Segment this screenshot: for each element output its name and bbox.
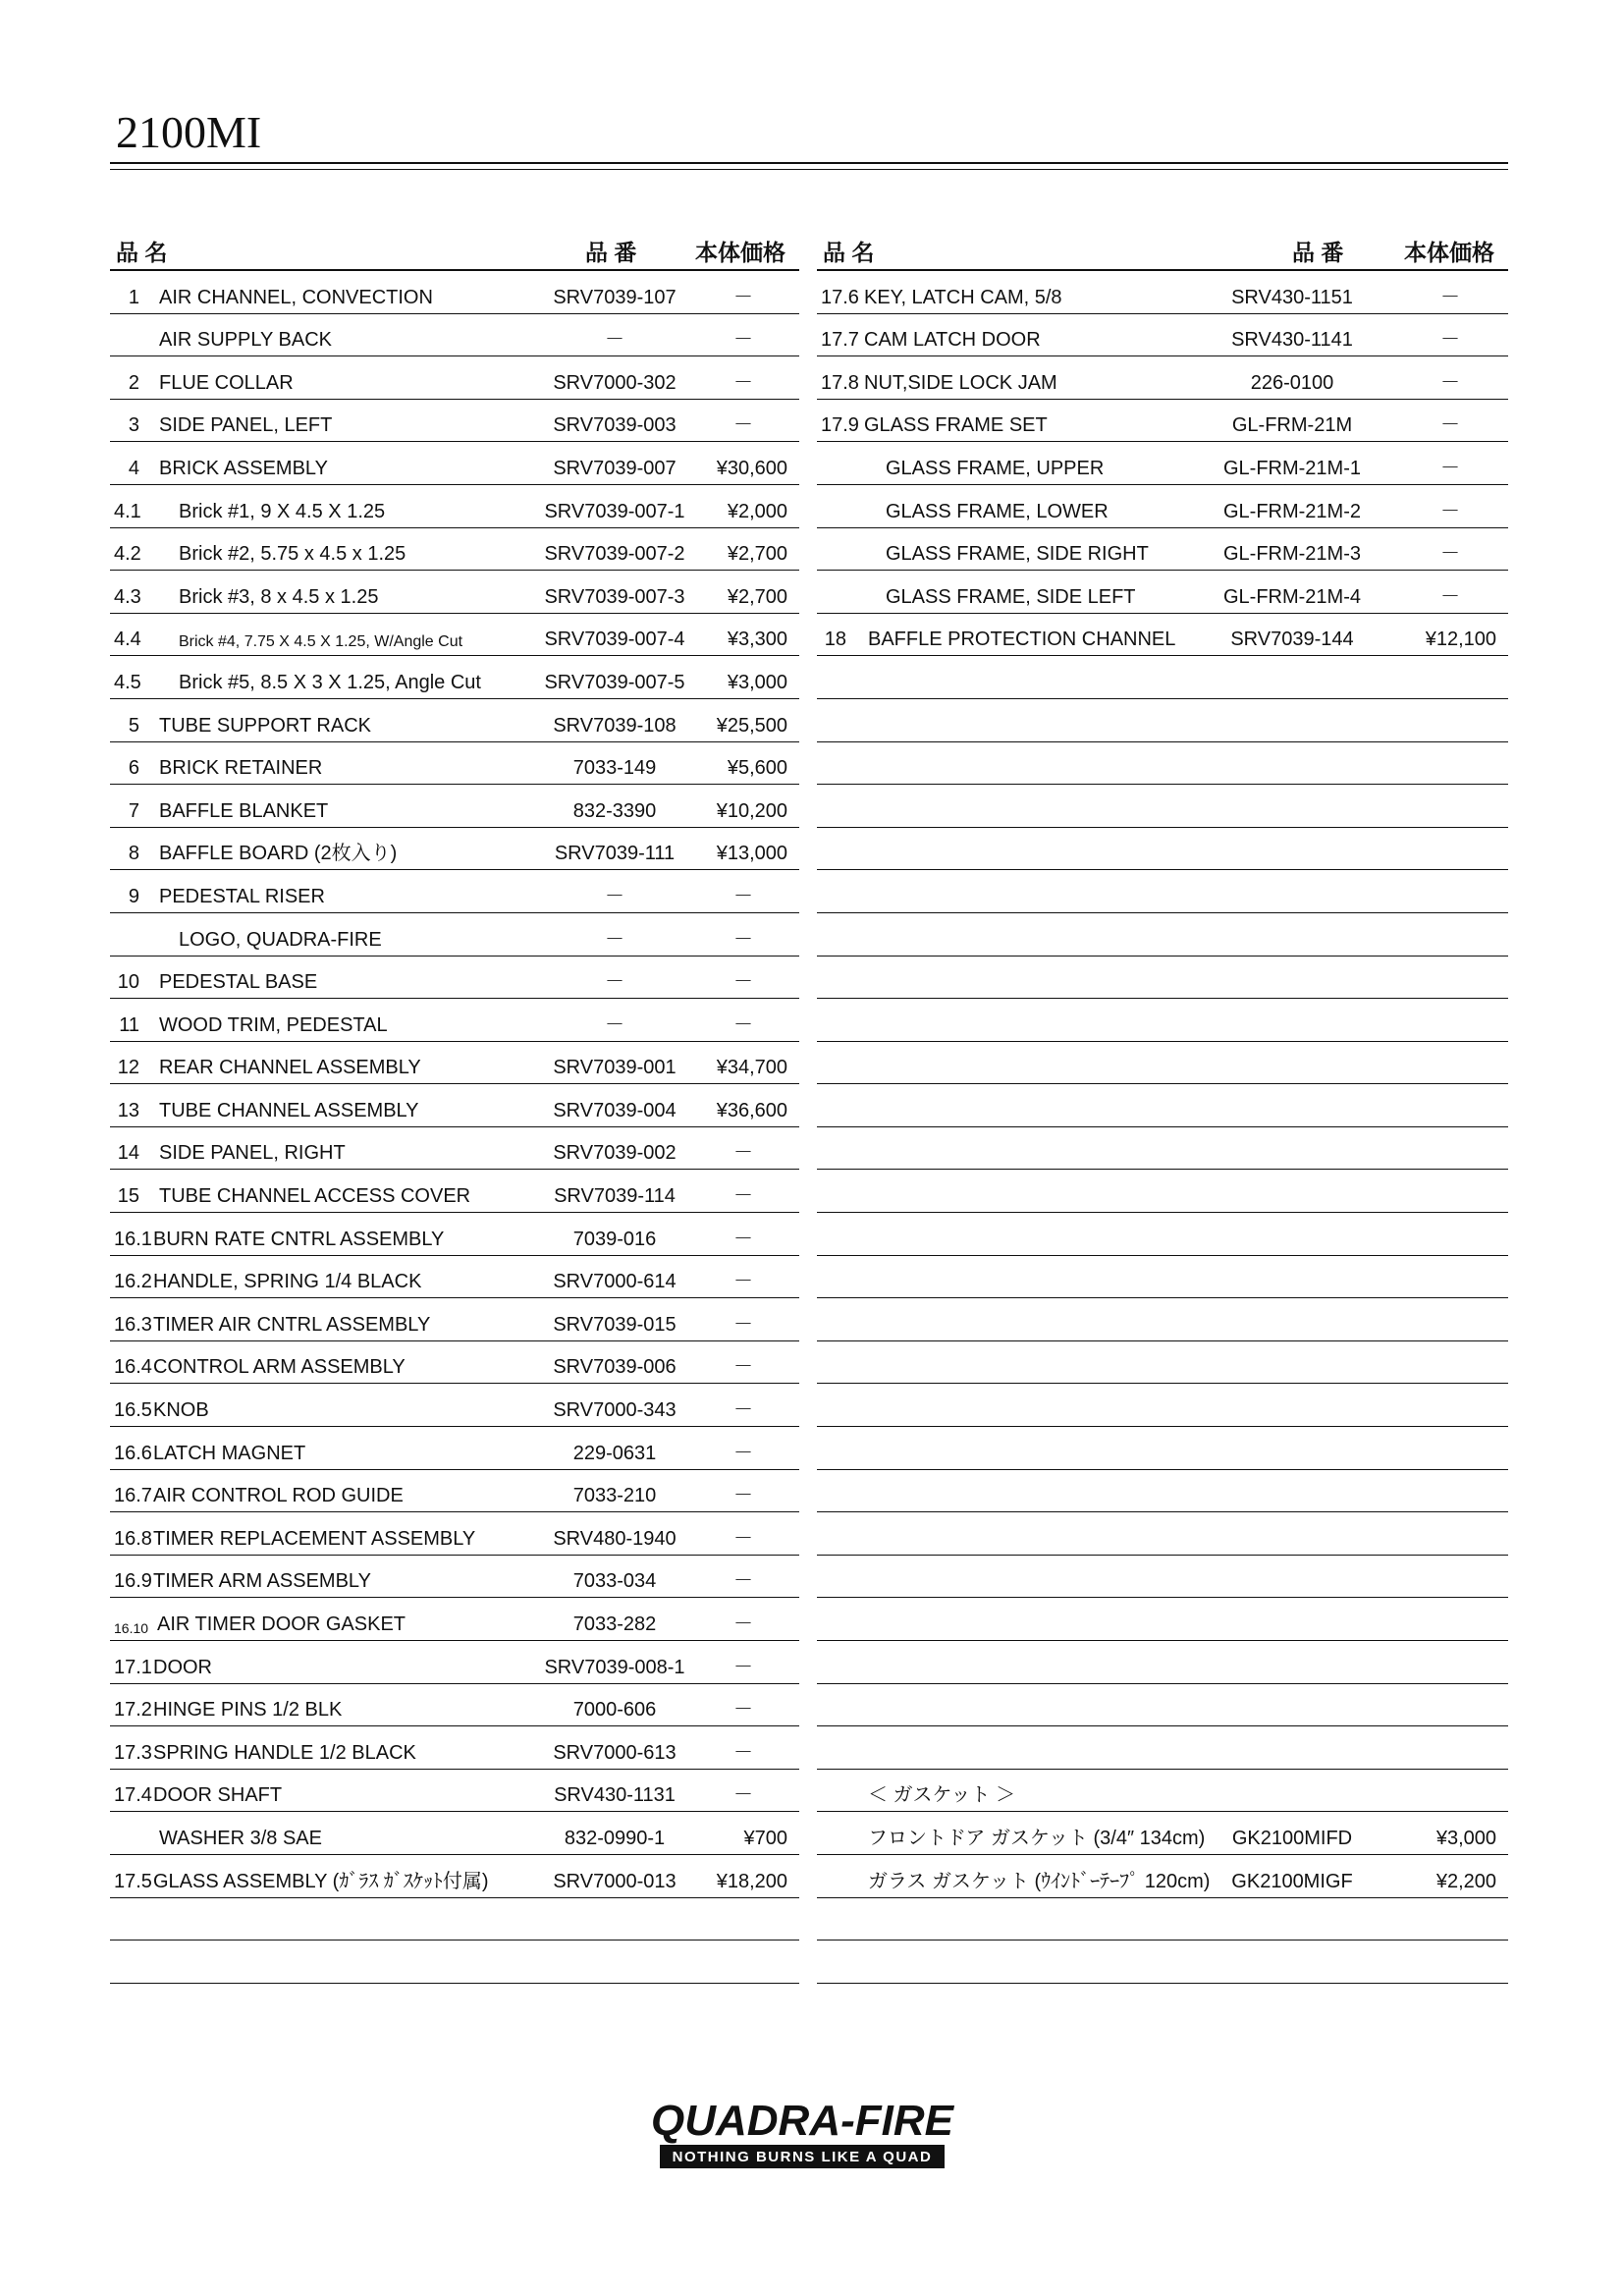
- table-row: [110, 1427, 799, 1470]
- part-name: BAFFLE PROTECTION CHANNEL: [868, 629, 1176, 651]
- part-name: GLASS FRAME, SIDE RIGHT: [886, 543, 1149, 566]
- price: －: [733, 1527, 753, 1550]
- table-row: [817, 400, 1508, 443]
- part-number: GL-FRM-21M-2: [1222, 500, 1361, 522]
- table-row: [110, 1598, 799, 1641]
- table-row: [110, 442, 799, 485]
- table-row: [817, 870, 1508, 913]
- header-price: 本体価格: [1404, 240, 1494, 265]
- row-number: 17.1: [114, 1656, 152, 1678]
- price: ¥700: [743, 1827, 787, 1849]
- price: ¥36,600: [716, 1099, 787, 1121]
- table-row: [110, 571, 799, 614]
- part-number: SRV7039-006: [553, 1356, 677, 1379]
- part-name: NUT,SIDE LOCK JAM: [864, 371, 1057, 394]
- header-name: 品 名: [116, 240, 168, 265]
- table-row: [817, 271, 1508, 314]
- table-header: [110, 234, 799, 271]
- table-row: [110, 1341, 799, 1385]
- table-row: [110, 528, 799, 572]
- part-name: CAM LATCH DOOR: [864, 329, 1041, 352]
- part-name: BRICK RETAINER: [159, 757, 323, 780]
- table-row: [817, 1470, 1508, 1513]
- part-name: Brick #5, 8.5 X 3 X 1.25, Angle Cut: [179, 671, 481, 693]
- part-number: SRV7039-007-2: [544, 543, 685, 566]
- table-row: [110, 913, 799, 957]
- part-name: GLASS FRAME SET: [864, 414, 1048, 437]
- part-name: CONTROL ARM ASSEMBLY: [153, 1356, 406, 1379]
- table-row: [817, 314, 1508, 357]
- row-number: 5: [128, 714, 139, 737]
- table-row: [110, 1384, 799, 1427]
- table-row: [110, 1941, 799, 1984]
- part-number: GL-FRM-21M-3: [1222, 543, 1361, 566]
- part-number: 7039-016: [572, 1228, 657, 1250]
- price: ¥12,100: [1425, 629, 1496, 651]
- table-row: [817, 1726, 1508, 1770]
- table-row: [110, 1512, 799, 1556]
- part-number: SRV7039-003: [553, 414, 677, 437]
- price: －: [733, 1271, 753, 1293]
- table-row: [817, 1556, 1508, 1599]
- price: －: [733, 1228, 753, 1250]
- price: －: [1440, 585, 1460, 608]
- table-row: [817, 485, 1508, 528]
- part-number: SRV7039-007: [553, 457, 677, 479]
- price: －: [733, 971, 753, 994]
- part-number: SRV7039-144: [1230, 629, 1354, 651]
- table-row: [110, 1726, 799, 1770]
- price: ¥2,200: [1435, 1870, 1496, 1892]
- part-number: SRV7039-002: [553, 1142, 677, 1165]
- table-row: [110, 1770, 799, 1813]
- price: －: [1440, 286, 1460, 308]
- part-name: BAFFLE BLANKET: [159, 799, 329, 822]
- part-number: 832-3390: [572, 799, 657, 822]
- table-row: [110, 485, 799, 528]
- part-name: WASHER 3/8 SAE: [159, 1827, 322, 1849]
- row-number: 16.10: [114, 1620, 149, 1636]
- part-name: TIMER ARM ASSEMBLY: [153, 1570, 371, 1593]
- part-number: SRV430-1141: [1231, 329, 1353, 352]
- part-number: SRV7039-114: [554, 1185, 676, 1208]
- part-number: －: [605, 329, 624, 352]
- part-name: BAFFLE BOARD (2枚入り): [159, 843, 398, 865]
- part-name: WOOD TRIM, PEDESTAL: [159, 1013, 388, 1036]
- part-name: SIDE PANEL, LEFT: [159, 414, 333, 437]
- price: ¥30,600: [716, 457, 787, 479]
- price: ¥3,300: [727, 629, 787, 651]
- part-number: SRV480-1940: [553, 1527, 677, 1550]
- part-name: DOOR: [153, 1656, 212, 1678]
- table-row: [817, 1170, 1508, 1213]
- table-row: [817, 656, 1508, 699]
- part-name: PEDESTAL RISER: [159, 885, 325, 907]
- table-row: [817, 742, 1508, 786]
- table-row: [110, 1170, 799, 1213]
- row-number: 16.6: [114, 1442, 152, 1464]
- part-number: SRV430-1151: [1231, 286, 1353, 308]
- price: －: [733, 928, 753, 951]
- part-name: Brick #4, 7.75 X 4.5 X 1.25, W/Angle Cut: [179, 633, 463, 651]
- table-row: [817, 442, 1508, 485]
- part-number: SRV7039-007-5: [544, 671, 685, 693]
- header-name: 品 名: [823, 240, 875, 265]
- part-number: －: [605, 971, 624, 994]
- price: －: [733, 1570, 753, 1593]
- part-number: SRV7039-007-1: [544, 500, 685, 522]
- table-row: [817, 1042, 1508, 1085]
- part-name: TUBE CHANNEL ACCESS COVER: [159, 1185, 471, 1208]
- part-name: KEY, LATCH CAM, 5/8: [864, 286, 1062, 308]
- table-row: [817, 1384, 1508, 1427]
- table-row: [110, 785, 799, 828]
- part-number: SRV7039-008-1: [544, 1656, 685, 1678]
- price: －: [733, 1013, 753, 1036]
- table-row: [110, 999, 799, 1042]
- part-name: AIR CHANNEL, CONVECTION: [159, 286, 433, 308]
- price: －: [733, 371, 753, 394]
- table-row: [110, 1298, 799, 1341]
- part-name: AIR CONTROL ROD GUIDE: [153, 1485, 404, 1507]
- price: －: [733, 885, 753, 907]
- table-row: [817, 828, 1508, 871]
- row-number: 16.3: [114, 1313, 152, 1336]
- price: ¥2,000: [727, 500, 787, 522]
- part-name: FLUE COLLAR: [159, 371, 294, 394]
- row-number: 16.5: [114, 1399, 152, 1422]
- table-row: [110, 1684, 799, 1727]
- table-row: [110, 1084, 799, 1127]
- price: －: [733, 1699, 753, 1722]
- table-row: [110, 1042, 799, 1085]
- table-header: [817, 234, 1508, 271]
- row-number: 11: [119, 1013, 139, 1036]
- price: ¥25,500: [716, 714, 787, 737]
- table-row: [817, 1898, 1508, 1941]
- header-part-no: 品 番: [1292, 240, 1344, 265]
- table-row: [110, 742, 799, 786]
- table-row: [817, 785, 1508, 828]
- part-name: BURN RATE CNTRL ASSEMBLY: [153, 1228, 445, 1250]
- part-name: HINGE PINS 1/2 BLK: [153, 1699, 343, 1722]
- header-price: 本体価格: [695, 240, 785, 265]
- row-number: 17.2: [114, 1699, 152, 1722]
- part-number: 832-0990-1: [564, 1827, 666, 1849]
- part-name: GLASS FRAME, SIDE LEFT: [886, 585, 1136, 608]
- price: －: [733, 1656, 753, 1678]
- part-name: ガラス ガスケット (ｳｲﾝﾄﾞｰﾃｰﾌﾟ 120cm): [868, 1870, 1211, 1892]
- table-row: [110, 1812, 799, 1855]
- table-row: [817, 1855, 1508, 1898]
- part-number: 229-0631: [572, 1442, 657, 1464]
- table-row: [817, 1770, 1508, 1813]
- table-row: [817, 1341, 1508, 1385]
- part-name: KNOB: [153, 1399, 209, 1422]
- row-number: 3: [128, 414, 139, 437]
- part-number: 7000-606: [572, 1699, 657, 1722]
- part-name: Brick #3, 8 x 4.5 x 1.25: [179, 585, 379, 608]
- part-name: Brick #2, 5.75 x 4.5 x 1.25: [179, 543, 406, 566]
- row-number: 17.4: [114, 1784, 152, 1807]
- table-row: [817, 1127, 1508, 1171]
- price: ¥18,200: [716, 1870, 787, 1892]
- price: －: [733, 1313, 753, 1336]
- part-number: SRV7039-107: [553, 286, 677, 308]
- row-number: 17.9: [821, 414, 859, 437]
- table-row: [110, 314, 799, 357]
- row-number: 17.6: [821, 286, 859, 308]
- table-row: [817, 999, 1508, 1042]
- page-title: 2100MI: [116, 107, 262, 157]
- price: －: [1440, 500, 1460, 522]
- part-name: SPRING HANDLE 1/2 BLACK: [153, 1741, 416, 1764]
- row-number: 13: [117, 1099, 139, 1121]
- part-name: BRICK ASSEMBLY: [159, 457, 328, 479]
- part-number: SRV7000-614: [553, 1271, 677, 1293]
- table-row: [110, 1556, 799, 1599]
- title-rule: [110, 162, 1508, 164]
- table-row: [110, 271, 799, 314]
- row-number: 1: [128, 286, 139, 308]
- row-number: 16.8: [114, 1527, 152, 1550]
- row-number: 16.9: [114, 1570, 152, 1593]
- row-number: 17.7: [821, 329, 859, 352]
- table-row: [110, 400, 799, 443]
- part-number: 226-0100: [1250, 371, 1334, 394]
- part-number: GL-FRM-21M: [1231, 414, 1353, 437]
- part-name: TUBE SUPPORT RACK: [159, 714, 371, 737]
- table-row: [817, 1641, 1508, 1684]
- row-number: 14: [117, 1142, 139, 1165]
- table-row: [817, 1812, 1508, 1855]
- table-row: [817, 913, 1508, 957]
- part-name: TIMER AIR CNTRL ASSEMBLY: [153, 1313, 431, 1336]
- price: －: [1440, 457, 1460, 479]
- row-number: 9: [128, 885, 139, 907]
- price: －: [733, 1613, 753, 1635]
- price: ¥10,200: [716, 799, 787, 822]
- row-number: 17.5: [114, 1870, 152, 1892]
- part-number: －: [605, 1013, 624, 1036]
- part-name: PEDESTAL BASE: [159, 971, 318, 994]
- part-number: SRV7039-015: [553, 1313, 677, 1336]
- price: －: [733, 1356, 753, 1379]
- price: ¥2,700: [727, 585, 787, 608]
- part-number: SRV7039-004: [553, 1099, 677, 1121]
- table-row: [110, 699, 799, 742]
- part-number: GL-FRM-21M-4: [1222, 585, 1361, 608]
- part-number: 7033-282: [572, 1613, 657, 1635]
- row-number: 16.7: [114, 1485, 152, 1507]
- table-row: [110, 957, 799, 1000]
- part-name: TUBE CHANNEL ASSEMBLY: [159, 1099, 419, 1121]
- price: －: [733, 1185, 753, 1208]
- header-part-no: 品 番: [585, 240, 637, 265]
- part-name: DOOR SHAFT: [153, 1784, 283, 1807]
- quadra-fire-logo: [640, 2094, 964, 2172]
- price: －: [733, 1784, 753, 1807]
- part-name: ＜ ガスケット ＞: [868, 1784, 1016, 1807]
- table-row: [817, 571, 1508, 614]
- row-number: 12: [117, 1057, 139, 1079]
- table-row: [110, 356, 799, 400]
- part-number: SRV7039-001: [553, 1057, 677, 1079]
- price: ¥3,000: [727, 671, 787, 693]
- row-number: 16.4: [114, 1356, 152, 1379]
- part-number: SRV7000-013: [553, 1870, 677, 1892]
- part-number: SRV7039-108: [553, 714, 677, 737]
- table-row: [110, 1898, 799, 1941]
- table-row: [817, 1084, 1508, 1127]
- row-number: 18: [824, 629, 846, 651]
- table-row: [817, 1256, 1508, 1299]
- table-row: [110, 828, 799, 871]
- table-row: [817, 614, 1508, 657]
- part-number: －: [605, 885, 624, 907]
- table-row: [817, 1941, 1508, 1984]
- price: －: [733, 1142, 753, 1165]
- table-row: [110, 656, 799, 699]
- row-number: 4: [128, 457, 139, 479]
- table-row: [110, 614, 799, 657]
- table-row: [817, 699, 1508, 742]
- row-number: 10: [117, 971, 139, 994]
- price: ¥3,000: [1435, 1827, 1496, 1849]
- left-parts-table: [110, 234, 799, 1984]
- table-row: [110, 1641, 799, 1684]
- price: －: [733, 1485, 753, 1507]
- price: ¥34,700: [716, 1057, 787, 1079]
- table-row: [817, 1298, 1508, 1341]
- part-name: フロントドア ガスケット (3/4″ 134cm): [868, 1827, 1206, 1849]
- right-parts-table: [817, 234, 1508, 1984]
- table-row: [817, 1684, 1508, 1727]
- part-number: SRV7039-007-3: [544, 585, 685, 608]
- price: －: [733, 286, 753, 308]
- table-row: [110, 1855, 799, 1898]
- part-name: Brick #1, 9 X 4.5 X 1.25: [179, 500, 386, 522]
- table-row: [110, 1127, 799, 1171]
- table-row: [817, 1427, 1508, 1470]
- part-name: GLASS FRAME, LOWER: [886, 500, 1109, 522]
- row-number: 4.5: [114, 671, 141, 693]
- part-name: LOGO, QUADRA-FIRE: [179, 928, 382, 951]
- price: －: [733, 414, 753, 437]
- row-number: 4.4: [114, 629, 141, 651]
- price: －: [1440, 329, 1460, 352]
- logo-graphic: [640, 2094, 964, 2172]
- part-number: GK2100MIGF: [1231, 1870, 1353, 1892]
- part-number: SRV7039-111: [554, 843, 676, 865]
- part-number: SRV7039-007-4: [544, 629, 685, 651]
- row-number: 8: [128, 843, 139, 865]
- title-rule-thin: [110, 169, 1508, 170]
- row-number: 17.3: [114, 1741, 152, 1764]
- part-name: GLASS ASSEMBLY (ｶﾞﾗｽ ｶﾞｽｹｯﾄ付属): [153, 1870, 489, 1892]
- part-name: AIR SUPPLY BACK: [159, 329, 332, 352]
- part-number: SRV7000-613: [553, 1741, 677, 1764]
- part-number: SRV7000-343: [553, 1399, 677, 1422]
- part-number: 7033-210: [572, 1485, 657, 1507]
- price: ¥5,600: [727, 757, 787, 780]
- table-row: [817, 528, 1508, 572]
- part-number: GL-FRM-21M-1: [1222, 457, 1361, 479]
- part-number: －: [605, 928, 624, 951]
- part-name: TIMER REPLACEMENT ASSEMBLY: [153, 1527, 476, 1550]
- table-row: [110, 870, 799, 913]
- table-row: [817, 1213, 1508, 1256]
- part-name: SIDE PANEL, RIGHT: [159, 1142, 346, 1165]
- table-row: [817, 957, 1508, 1000]
- part-number: SRV430-1131: [554, 1784, 676, 1807]
- part-number: 7033-034: [572, 1570, 657, 1593]
- row-number: 4.1: [114, 500, 141, 522]
- part-name: AIR TIMER DOOR GASKET: [157, 1613, 406, 1635]
- row-number: 7: [128, 799, 139, 822]
- logo-brand: QUADRA-FIRE: [651, 2097, 953, 2145]
- price: －: [733, 329, 753, 352]
- price: －: [1440, 371, 1460, 394]
- price: －: [1440, 414, 1460, 437]
- price: ¥2,700: [727, 543, 787, 566]
- table-row: [817, 356, 1508, 400]
- row-number: 17.8: [821, 371, 859, 394]
- price: －: [733, 1399, 753, 1422]
- row-number: 15: [117, 1185, 139, 1208]
- price: －: [733, 1442, 753, 1464]
- price: －: [733, 1741, 753, 1764]
- row-number: 6: [128, 757, 139, 780]
- part-name: REAR CHANNEL ASSEMBLY: [159, 1057, 421, 1079]
- row-number: 16.2: [114, 1271, 152, 1293]
- part-name: HANDLE, SPRING 1/4 BLACK: [153, 1271, 422, 1293]
- table-row: [110, 1213, 799, 1256]
- table-row: [110, 1256, 799, 1299]
- table-row: [817, 1598, 1508, 1641]
- price: ¥13,000: [716, 843, 787, 865]
- row-number: 16.1: [114, 1228, 152, 1250]
- row-number: 2: [128, 371, 139, 394]
- price: －: [1440, 543, 1460, 566]
- part-number: SRV7000-302: [553, 371, 677, 394]
- part-name: GLASS FRAME, UPPER: [886, 457, 1105, 479]
- part-number: 7033-149: [572, 757, 657, 780]
- table-row: [110, 1470, 799, 1513]
- table-row: [817, 1512, 1508, 1556]
- logo-tagline: NOTHING BURNS LIKE A QUAD: [672, 2149, 933, 2165]
- row-number: 4.3: [114, 585, 141, 608]
- part-name: LATCH MAGNET: [153, 1442, 306, 1464]
- part-number: GK2100MIFD: [1231, 1827, 1353, 1849]
- row-number: 4.2: [114, 543, 141, 566]
